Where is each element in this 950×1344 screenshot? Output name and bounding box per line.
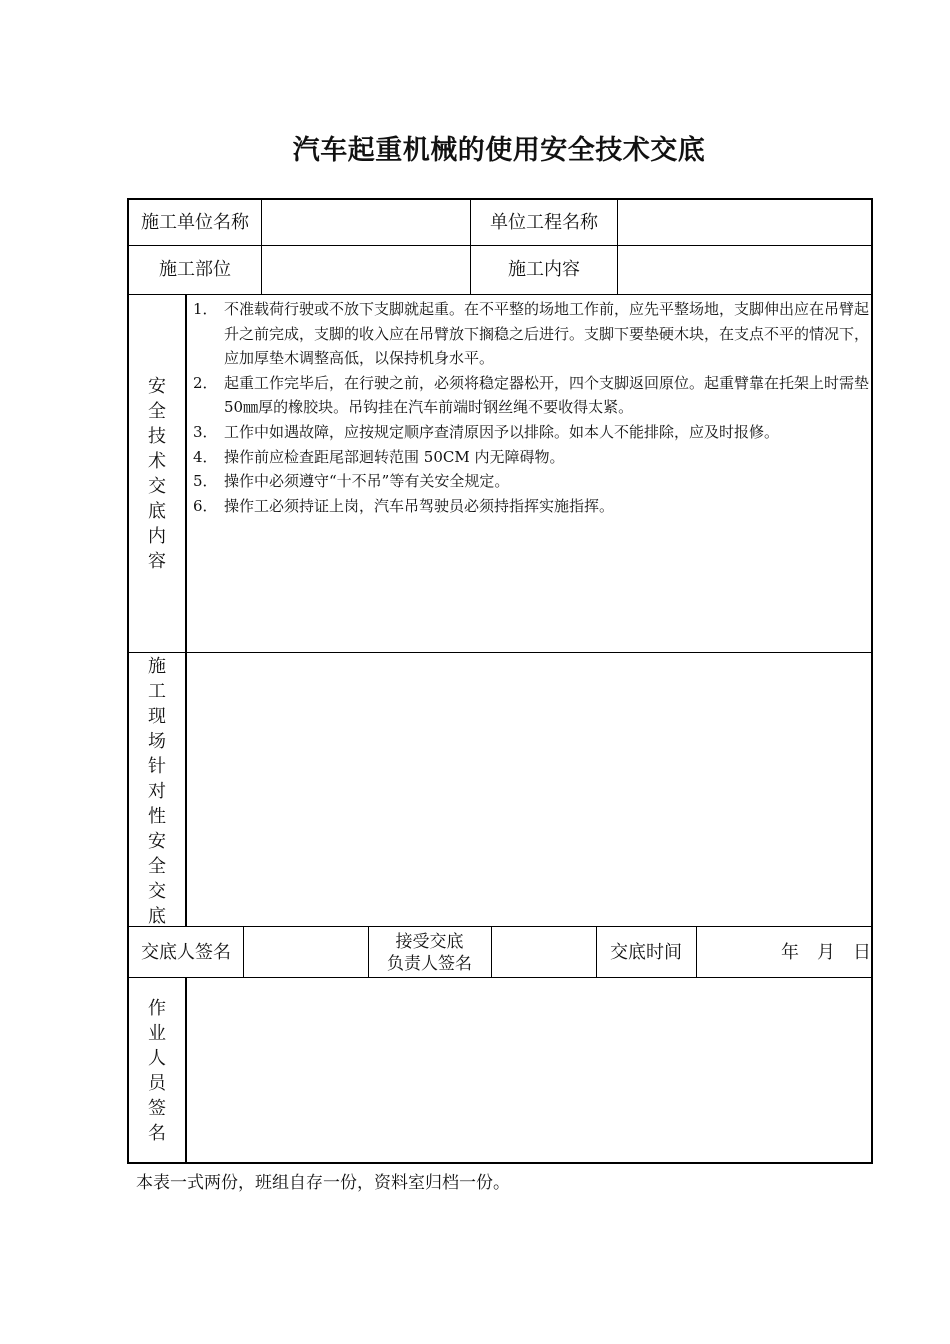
discloser-signature-label: 交底人签名	[141, 941, 231, 963]
label-char: 性	[148, 806, 166, 827]
site-specific-disclosure-field[interactable]	[188, 654, 871, 926]
column-divider	[617, 198, 618, 295]
column-divider	[185, 294, 187, 927]
column-divider	[185, 977, 187, 1164]
label-char: 交	[148, 476, 166, 497]
label-char: 对	[148, 781, 166, 802]
label-char: 技	[148, 426, 166, 447]
table-border-right	[871, 198, 873, 1164]
safety-disclosure-label	[129, 374, 185, 574]
item-text: 操作工必须持证上岗，汽车吊驾驶员必须持指挥实施指挥。	[224, 496, 615, 515]
item-number: 3．	[193, 422, 218, 441]
label-char: 业	[148, 1023, 166, 1044]
construction-location-field[interactable]	[263, 246, 469, 294]
item-number: 4．	[193, 447, 218, 466]
label-char: 安	[148, 376, 166, 397]
item-text: 操作中必须遵守“十不吊”等有关安全规定。	[224, 472, 510, 491]
row-divider	[127, 926, 873, 927]
label-char: 安	[148, 831, 166, 852]
label-char: 底	[148, 501, 166, 522]
discloser-signature-field[interactable]	[245, 928, 367, 977]
label-char: 内	[148, 526, 166, 547]
list-item	[193, 469, 869, 494]
row-divider	[127, 652, 873, 653]
list-item	[193, 371, 869, 420]
item-text: 不准载荷行驶或不放下支脚就起重。在不平整的场地工作前，应先平整场地，支脚伸出应在吊臂起升之前完成，支脚的收入应在吊臂放下搁稳之后进行。支脚下要垫硬木块，在支点不平的情况下，应加厚垫木调整高低，以保持机身水平。	[224, 300, 870, 368]
label-char: 工	[148, 681, 166, 702]
safety-item-list	[193, 297, 869, 518]
project-name-field[interactable]	[619, 200, 871, 246]
document-title: 汽车起重机械的使用安全技术交底	[292, 135, 706, 166]
list-item	[193, 297, 869, 371]
item-text: 起重工作完毕后，在行驶之前，必须将稳定器松开，四个支脚返回原位。起重臂靠在托架上时需垫 50㎜厚的橡胶块。吊钩挂在汽车前端时钢丝绳不要收得太紧。	[224, 373, 870, 417]
construction-content-label: 施工内容	[508, 259, 580, 280]
project-name-label: 单位工程名称	[490, 212, 598, 233]
receiver-label-line2: 负责人签名	[387, 953, 472, 974]
disclosure-time-label: 交底时间	[610, 941, 682, 963]
table-border-bottom	[127, 1162, 873, 1164]
column-divider	[261, 198, 262, 295]
site-specific-disclosure-label	[129, 654, 185, 929]
receiver-signature-field[interactable]	[492, 928, 595, 977]
item-number: 6．	[193, 496, 218, 515]
list-item	[193, 494, 869, 519]
label-char: 作	[148, 998, 166, 1019]
receiver-signature-label	[369, 928, 490, 977]
item-number: 2．	[193, 373, 218, 392]
label-char: 针	[148, 756, 166, 777]
label-char: 人	[148, 1048, 166, 1069]
list-item	[193, 445, 869, 470]
label-char: 术	[148, 451, 166, 472]
label-char: 交	[148, 881, 166, 902]
label-char: 签	[148, 1098, 166, 1119]
label-char: 容	[148, 551, 166, 572]
workers-signature-label	[129, 996, 185, 1146]
label-char: 名	[148, 1123, 166, 1144]
footer-note: 本表一式两份，班组自存一份，资料室归档一份。	[136, 1173, 510, 1193]
item-text: 操作前应检查距尾部迴转范围 50CM 内无障碍物。	[224, 447, 565, 466]
label-char: 员	[148, 1073, 166, 1094]
receiver-label-line1: 接受交底	[395, 931, 464, 952]
row-divider	[127, 294, 873, 295]
column-divider	[243, 926, 244, 978]
row-divider	[127, 977, 873, 978]
label-char: 全	[148, 401, 166, 422]
item-number: 1．	[193, 300, 218, 318]
list-item	[193, 420, 869, 445]
construction-content-field[interactable]	[619, 246, 871, 294]
workers-signature-field[interactable]	[188, 979, 871, 1162]
construction-location-label: 施工部位	[159, 259, 231, 280]
label-char: 全	[148, 856, 166, 877]
item-number: 5．	[193, 472, 218, 491]
unit-name-field[interactable]	[263, 200, 469, 246]
label-char: 现	[148, 706, 166, 727]
item-text: 工作中如遇故障，应按规定顺序查清原因予以排除。如本人不能排除，应及时报修。	[224, 422, 780, 441]
disclosure-date-field[interactable]: 年 月 日	[781, 941, 871, 963]
label-char: 施	[148, 656, 166, 677]
unit-name-label: 施工单位名称	[141, 212, 249, 233]
label-char: 场	[148, 731, 166, 752]
label-char: 底	[148, 906, 166, 927]
